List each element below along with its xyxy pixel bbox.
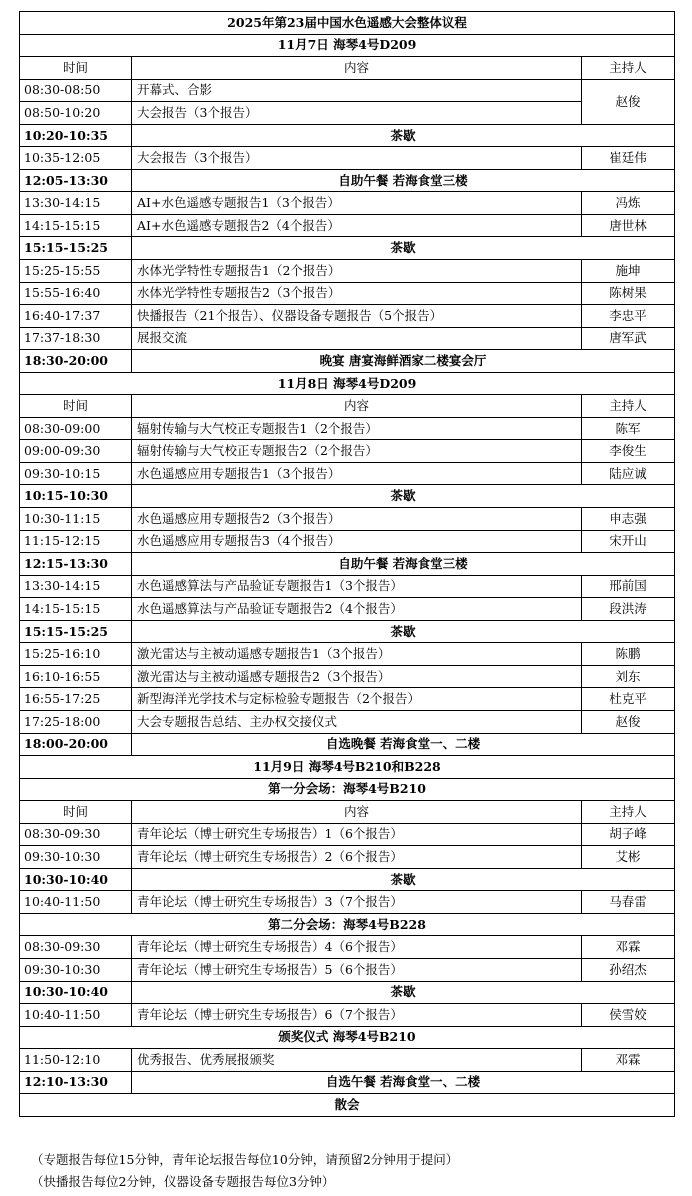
session-host: 邢前国 [582,575,675,598]
break-event: 茶歇 [132,485,675,508]
session-host: 杜克平 [582,688,675,711]
session-content: 水体光学特性专题报告1（2个报告） [132,260,582,283]
session-content: 辐射传输与大气校正专题报告1（2个报告） [132,417,582,440]
section-title: 第二分会场：海琴4号B228 [20,913,675,936]
notes [31,1149,458,1193]
session-row [20,710,675,733]
break-row [20,620,675,643]
break-event: 晚宴 唐宴海鲜酒家二楼宴会厅 [132,350,675,373]
session-host: 艾彬 [582,846,675,869]
column-header-host: 主持人 [582,395,675,418]
break-time: 10:20-10:35 [20,124,132,147]
break-row [20,733,675,756]
day-heading-row [20,756,675,779]
break-time: 10:30-10:40 [20,981,132,1004]
session-host: 胡子峰 [582,823,675,846]
session-row [20,79,675,102]
break-event: 茶歇 [132,868,675,891]
session-content: 青年论坛（博士研究生专场报告）4（6个报告） [132,936,582,959]
session-time: 08:30-09:30 [20,823,132,846]
session-content: 水色遥感算法与产品验证专题报告2（4个报告） [132,598,582,621]
session-row [20,147,675,170]
break-time: 18:30-20:00 [20,350,132,373]
session-time: 13:30-14:15 [20,575,132,598]
day-heading-row [20,372,675,395]
session-time: 08:30-09:30 [20,936,132,959]
session-time: 08:30-08:50 [20,79,132,102]
session-host: 宋开山 [582,530,675,553]
column-header-content: 内容 [132,801,582,824]
session-host: 施坤 [582,260,675,283]
break-row [20,553,675,576]
session-row [20,1049,675,1072]
break-event: 茶歇 [132,237,675,260]
session-content: 青年论坛（博士研究生专场报告）2（6个报告） [132,846,582,869]
session-content: 优秀报告、优秀展报颁奖 [132,1049,582,1072]
break-time: 10:15-10:30 [20,485,132,508]
section-title-row [20,778,675,801]
session-host: 赵俊 [582,710,675,733]
session-content: 激光雷达与主被动遥感专题报告1（3个报告） [132,643,582,666]
session-content: 大会报告（3个报告） [132,147,582,170]
session-time: 09:00-09:30 [20,440,132,463]
session-row [20,327,675,350]
day-heading-row [20,34,675,57]
break-row [20,237,675,260]
session-content: 青年论坛（博士研究生专场报告）3（7个报告） [132,891,582,914]
session-time: 10:40-11:50 [20,891,132,914]
session-row [20,462,675,485]
session-host: 唐军武 [582,327,675,350]
break-time: 15:15-15:25 [20,620,132,643]
session-host: 赵俊 [582,79,675,124]
session-row [20,530,675,553]
session-content: 辐射传输与大气校正专题报告2（2个报告） [132,440,582,463]
break-row [20,169,675,192]
break-event: 自助午餐 若海食堂三楼 [132,169,675,192]
session-row [20,508,675,531]
session-content: 大会专题报告总结、主办权交接仪式 [132,710,582,733]
break-event: 茶歇 [132,620,675,643]
session-time: 11:15-12:15 [20,530,132,553]
break-row [20,981,675,1004]
session-row [20,440,675,463]
break-time: 10:30-10:40 [20,868,132,891]
session-content: AI+水色遥感专题报告2（4个报告） [132,214,582,237]
session-content: 青年论坛（博士研究生专场报告）1（6个报告） [132,823,582,846]
session-content: 青年论坛（博士研究生专场报告）6（7个报告） [132,1004,582,1027]
session-host: 申志强 [582,508,675,531]
agenda-title: 2025年第23届中国水色遥感大会整体议程 [20,12,675,35]
session-content: 水色遥感应用专题报告1（3个报告） [132,462,582,485]
column-header-row [20,395,675,418]
session-time: 17:37-18:30 [20,327,132,350]
session-time: 13:30-14:15 [20,192,132,215]
agenda-table [19,11,675,1117]
break-event: 茶歇 [132,124,675,147]
session-row [20,846,675,869]
session-host: 邓霖 [582,936,675,959]
session-time: 14:15-15:15 [20,598,132,621]
section-title: 颁奖仪式 海琴4号B210 [20,1026,675,1049]
break-event: 自助午餐 若海食堂三楼 [132,553,675,576]
break-time: 12:05-13:30 [20,169,132,192]
session-row [20,598,675,621]
session-host: 刘东 [582,665,675,688]
session-time: 11:50-12:10 [20,1049,132,1072]
session-time: 16:40-17:37 [20,305,132,328]
session-row [20,417,675,440]
session-content: 新型海洋光学技术与定标检验专题报告（2个报告） [132,688,582,711]
session-time: 17:25-18:00 [20,710,132,733]
session-time: 16:10-16:55 [20,665,132,688]
session-row [20,958,675,981]
session-host: 陈树果 [582,282,675,305]
session-host: 陆应诚 [582,462,675,485]
section-title-row [20,913,675,936]
session-content: 展报交流 [132,327,582,350]
session-row [20,665,675,688]
closing-label: 散会 [20,1094,675,1117]
session-host: 唐世林 [582,214,675,237]
closing-row [20,1094,675,1117]
session-row [20,575,675,598]
session-content: 青年论坛（博士研究生专场报告）5（6个报告） [132,958,582,981]
column-header-row [20,801,675,824]
break-time: 12:15-13:30 [20,553,132,576]
column-header-host: 主持人 [582,57,675,80]
session-time: 15:25-15:55 [20,260,132,283]
session-content: 水体光学特性专题报告2（3个报告） [132,282,582,305]
break-row [20,868,675,891]
session-content: 开幕式、合影 [132,79,582,102]
break-event: 茶歇 [132,981,675,1004]
session-time: 10:30-11:15 [20,508,132,531]
day-heading: 11月9日 海琴4号B210和B228 [20,756,675,779]
note-line: （专题报告每位15分钟，青年论坛报告每位10分钟，请预留2分钟用于提问） [31,1152,459,1167]
session-host: 马春雷 [582,891,675,914]
session-time: 08:30-09:00 [20,417,132,440]
session-time: 09:30-10:30 [20,958,132,981]
column-header-content: 内容 [132,57,582,80]
session-content: 快播报告（21个报告）、仪器设备专题报告（5个报告） [132,305,582,328]
session-time: 14:15-15:15 [20,214,132,237]
session-row [20,192,675,215]
session-row [20,305,675,328]
column-header-time: 时间 [20,395,132,418]
session-host: 侯雪姣 [582,1004,675,1027]
session-time: 09:30-10:15 [20,462,132,485]
session-host: 陈鹏 [582,643,675,666]
note-line: （快播报告每位2分钟，仪器设备专题报告每位3分钟） [31,1174,335,1189]
column-header-content: 内容 [132,395,582,418]
break-row [20,350,675,373]
session-host: 邓霖 [582,1049,675,1072]
session-row [20,214,675,237]
day-heading: 11月7日 海琴4号D209 [20,34,675,57]
break-row [20,124,675,147]
session-time: 16:55-17:25 [20,688,132,711]
session-time: 09:30-10:30 [20,846,132,869]
break-event: 自选晚餐 若海食堂一、二楼 [132,733,675,756]
session-time: 08:50-10:20 [20,102,132,125]
session-row [20,282,675,305]
session-row [20,260,675,283]
break-event: 自选午餐 若海食堂一、二楼 [132,1071,675,1094]
column-header-time: 时间 [20,57,132,80]
break-row [20,485,675,508]
session-row [20,936,675,959]
session-row [20,823,675,846]
column-header-row [20,57,675,80]
day-heading: 11月8日 海琴4号D209 [20,372,675,395]
break-time: 18:00-20:00 [20,733,132,756]
session-content: 水色遥感算法与产品验证专题报告1（3个报告） [132,575,582,598]
column-header-host: 主持人 [582,801,675,824]
session-time: 10:40-11:50 [20,1004,132,1027]
session-content: 水色遥感应用专题报告2（3个报告） [132,508,582,531]
session-host: 崔廷伟 [582,147,675,170]
session-content: 激光雷达与主被动遥感专题报告2（3个报告） [132,665,582,688]
session-content: 大会报告（3个报告） [132,102,582,125]
session-host: 李忠平 [582,305,675,328]
break-time: 15:15-15:25 [20,237,132,260]
section-title-row [20,1026,675,1049]
session-row [20,643,675,666]
break-row [20,1071,675,1094]
session-host: 段洪涛 [582,598,675,621]
session-row [20,102,675,125]
session-content: 水色遥感应用专题报告3（4个报告） [132,530,582,553]
session-time: 10:35-12:05 [20,147,132,170]
session-time: 15:25-16:10 [20,643,132,666]
session-row [20,688,675,711]
agenda-body [20,12,675,1117]
session-host: 李俊生 [582,440,675,463]
session-host: 陈军 [582,417,675,440]
title-row [20,12,675,35]
session-time: 15:55-16:40 [20,282,132,305]
session-content: AI+水色遥感专题报告1（3个报告） [132,192,582,215]
session-row [20,891,675,914]
section-title: 第一分会场：海琴4号B210 [20,778,675,801]
session-row [20,1004,675,1027]
session-host: 孙绍杰 [582,958,675,981]
column-header-time: 时间 [20,801,132,824]
break-time: 12:10-13:30 [20,1071,132,1094]
session-host: 冯炼 [582,192,675,215]
